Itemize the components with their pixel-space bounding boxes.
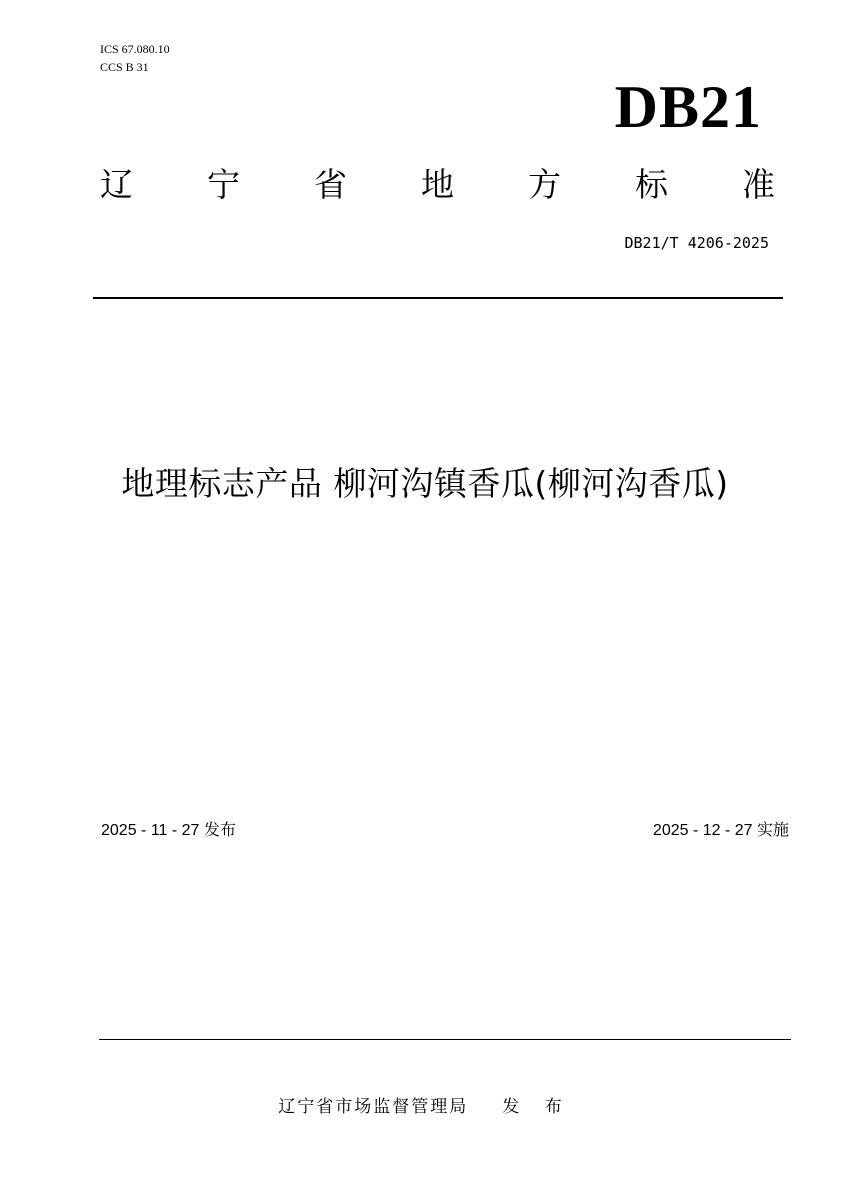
issuing-authority: 辽宁省市场监督管理局 <box>278 1097 469 1117</box>
standard-type-char: 辽 <box>100 165 133 204</box>
classification-codes <box>100 40 170 76</box>
ccs-code: CCS B 31 <box>100 60 149 74</box>
standard-type-char: 地 <box>421 165 454 204</box>
header-divider <box>93 297 783 299</box>
issuer-line <box>0 1095 850 1119</box>
standard-type-char: 方 <box>528 165 561 204</box>
document-title: 地理标志产品 柳河沟镇香瓜(柳河沟香瓜) <box>121 464 729 503</box>
ics-code: ICS 67.080.10 <box>100 42 170 56</box>
standard-number: DB21/T 4206-2025 <box>624 234 769 252</box>
standard-type-char: 准 <box>742 165 775 204</box>
db-logo: DB21 <box>614 74 762 140</box>
issue-label: 发 布 <box>502 1097 572 1117</box>
implementation-date: 2025 - 12 - 27 实施 <box>652 822 789 839</box>
standard-type-heading <box>100 163 775 207</box>
standard-type-char: 宁 <box>207 165 240 204</box>
footer-divider <box>99 1039 791 1040</box>
standard-type-char: 省 <box>314 165 347 204</box>
issue-date: 2025 - 11 - 27 发布 <box>101 822 236 839</box>
standard-type-char: 标 <box>635 165 668 204</box>
